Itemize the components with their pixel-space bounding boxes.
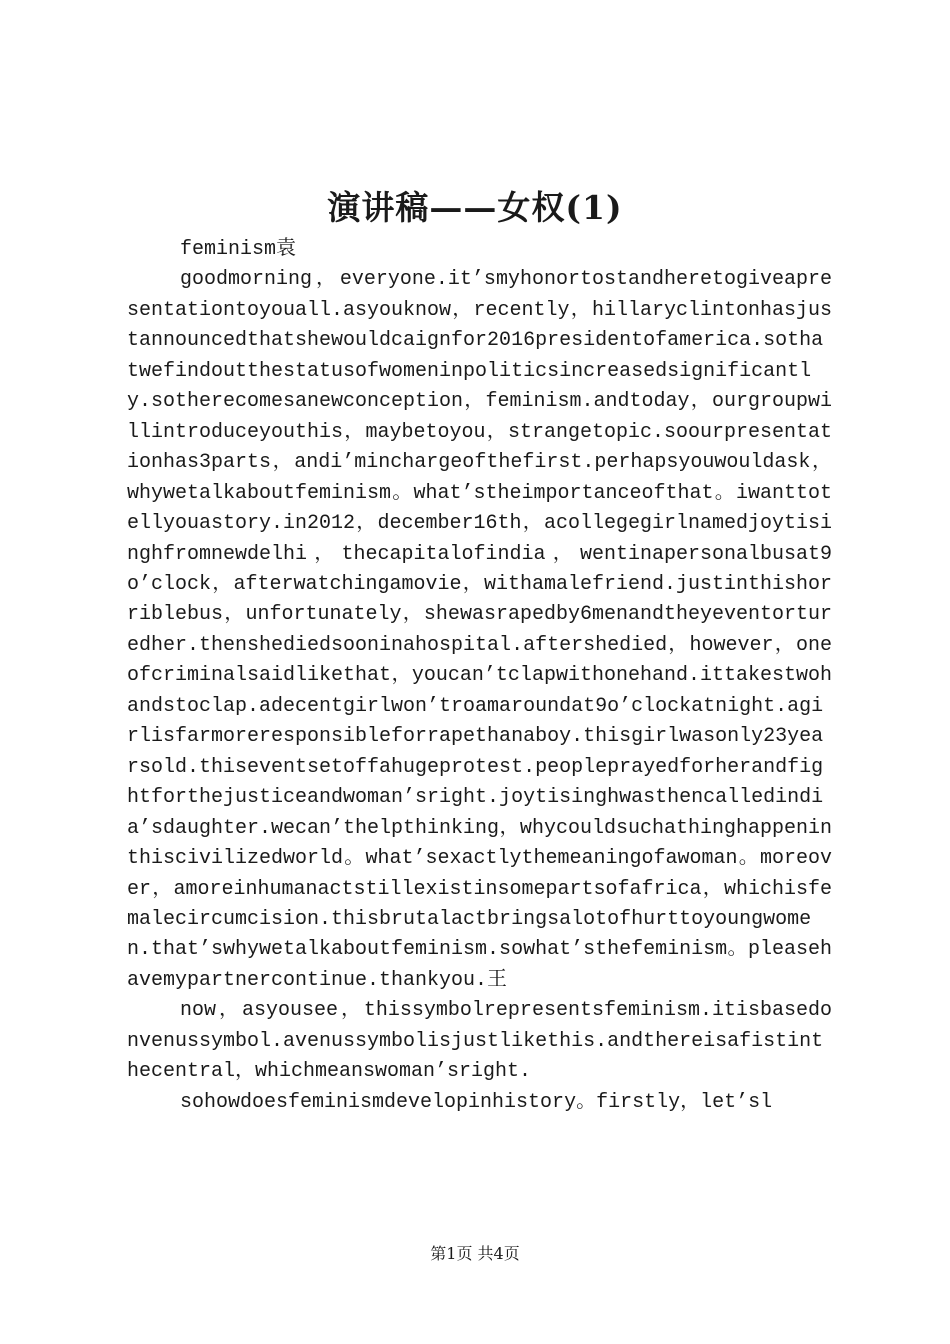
document-body: [127, 235, 832, 1118]
paragraph-symbol: now，asyousee，thissymbolrepresentsfeminism.itisbasedonvenussymbol.avenussymbolisjustlikethis.andthereisafistinthecentral，whichmeanswoman’sright.: [127, 999, 832, 1084]
paragraph-history: sohowdoesfeminismdevelopinhistory。firstly，let’sl: [180, 1090, 773, 1114]
page-footer: 第1页 共4页: [430, 1244, 520, 1263]
document-title: 演讲稿——女权(1): [327, 188, 623, 227]
paragraph-byline: feminism袁: [180, 238, 297, 261]
paragraph-introduction: goodmorning，everyone.it’smyhonortostandheretogiveapresentationtoyouall.asyouknow，recently，hillaryclintonhasjustannouncedthatshewouldcaignfor2016presidentofamerica.sothatwefindoutthestatusofwomeninpoliticsincreasedsignificantly.sotherecomesanewconception，feminism.andtoday，ourgroupwillintroduceyouthis，maybetoyou，strangetopic.soourpresentationhas3parts，andi’minchargeofthefirst.perhapsyouwouldask，whywetalkaboutfeminism。what’stheimportanceofthat。iwanttotellyouastory.in2012，december16th，acollegegirlnamedjoytisinghfromnewdelhi，thecapitalofindia，wentinapersonalbusat9o’clock，afterwatchingamovie，withamalefriend.justinthishorriblebus，unfortunately，shewasrapedby6menandtheyeventorturedher.thenshediedsooninahospital.aftershedied，however，oneofcriminalsaidlikethat，youcan’tclapwithonehand.ittakestwohandstoclap.adecentgirlwon’troamaroundat9o’clockatnight.agirlisfarmoreresponsibleforrapethanaboy.thisgirlwasonly23yearsold.thiseventsetoffahugeprotest.peopleprayedforherandfightforthejusticeandwoman’sright.joytisinghwasthencalledindia’sdaughter.wecan’thelpthinking，whycouldsuchathinghappeninthiscivilizedworld。what’sexactlythemeaningofawoman。moreover，amoreinhumanactstillexistinsomepartsofafrica，whichisfemalecircumcision.thisbrutalactbringsalotofhurttoyoungwomen.that’swhywetalkaboutfeminism.sowhat’sthefeminism。pleasehavemypartnercontinue.thankyou.王: [127, 268, 832, 992]
